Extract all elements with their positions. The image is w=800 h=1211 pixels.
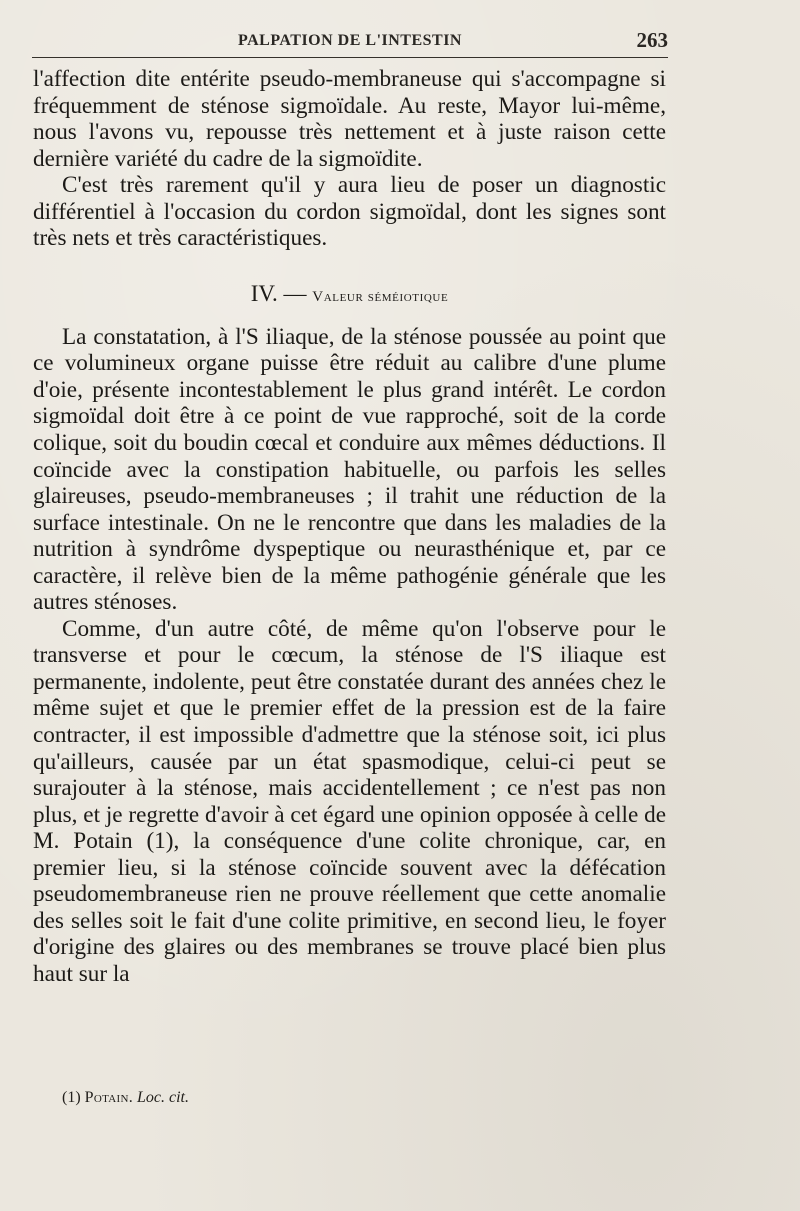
section-heading <box>33 279 666 312</box>
paragraph-3: La constatation, à l'S iliaque, de la sténose poussée au point que ce volumineux organe puisse être réduit au calibre d'une plume d'oie, présente incontestablement le plus grand intérêt. Le cordon sigmoïdal doit être à ce point de vue rapproché, soit de la corde colique, soit du boudin cœcal et conduire aux mêmes déductions. Il coïncide avec la constipation habituelle, ou parfois les selles glaireuses, pseudo-membraneuses ; il trahit une réduction de la surface intestinale. On ne le rencontre que dans les maladies de la nutrition à syndrôme dyspeptique ou neurasthénique et, par ce caractère, il relève bien de la même pathogénie générale que les autres sténoses. <box>33 323 666 616</box>
body-text <box>33 66 666 988</box>
paragraph-4: Comme, d'un autre côté, de même qu'on l'observe pour le transverse et pour le cœcum, la sténose de l'S iliaque est permanente, indolente, peut être constatée durant des années chez le même sujet et que le premier effet de la pression est de la faire contracter, il est impossible d'admettre que la sténose soit, ici plus qu'ailleurs, causée par un état spasmodique, celui-ci peut se surajouter à la sténose, mais accidentellement ; ce n'est pas non plus, et je regrette d'avoir à cet égard une opinion opposée à celle de M. Potain (1), la conséquence d'une colite chronique, car, en premier lieu, si la sténose coïncide souvent avec la défécation pseudomembraneuse rien ne prouve réellement que cette anomalie des selles soit le fait d'une colite primitive, en second lieu, le foyer d'origine des glaires ou des membranes se trouve placé bien plus haut sur la <box>33 615 666 987</box>
paragraph-1: l'affection dite entérite pseudo-membraneuse qui s'accompagne si fréquemment de sténose sigmoïdale. Au reste, Mayor lui-même, nous l'avons vu, repousse très nettement et à juste raison cette dernière variété du cadre de la sigmoïdite. <box>33 66 666 172</box>
section-number: IV. — <box>250 280 307 306</box>
page-number: 263 <box>636 28 668 52</box>
header-rule <box>32 57 668 58</box>
footnote-author: Potain. <box>84 1089 133 1106</box>
paragraph-2: C'est très rarement qu'il y aura lieu de poser un diagnostic différentiel à l'occasion du cordon sigmoïdal, dont les signes sont très nets et très caractéristiques. <box>33 172 666 252</box>
running-title: PALPATION DE L'INTESTIN <box>238 32 462 49</box>
footnote-marker: (1) <box>62 1089 81 1106</box>
footnote <box>62 1089 189 1107</box>
section-title: Valeur séméiotique <box>312 288 449 305</box>
running-head <box>32 28 668 54</box>
footnote-citation: Loc. cit. <box>137 1089 189 1106</box>
